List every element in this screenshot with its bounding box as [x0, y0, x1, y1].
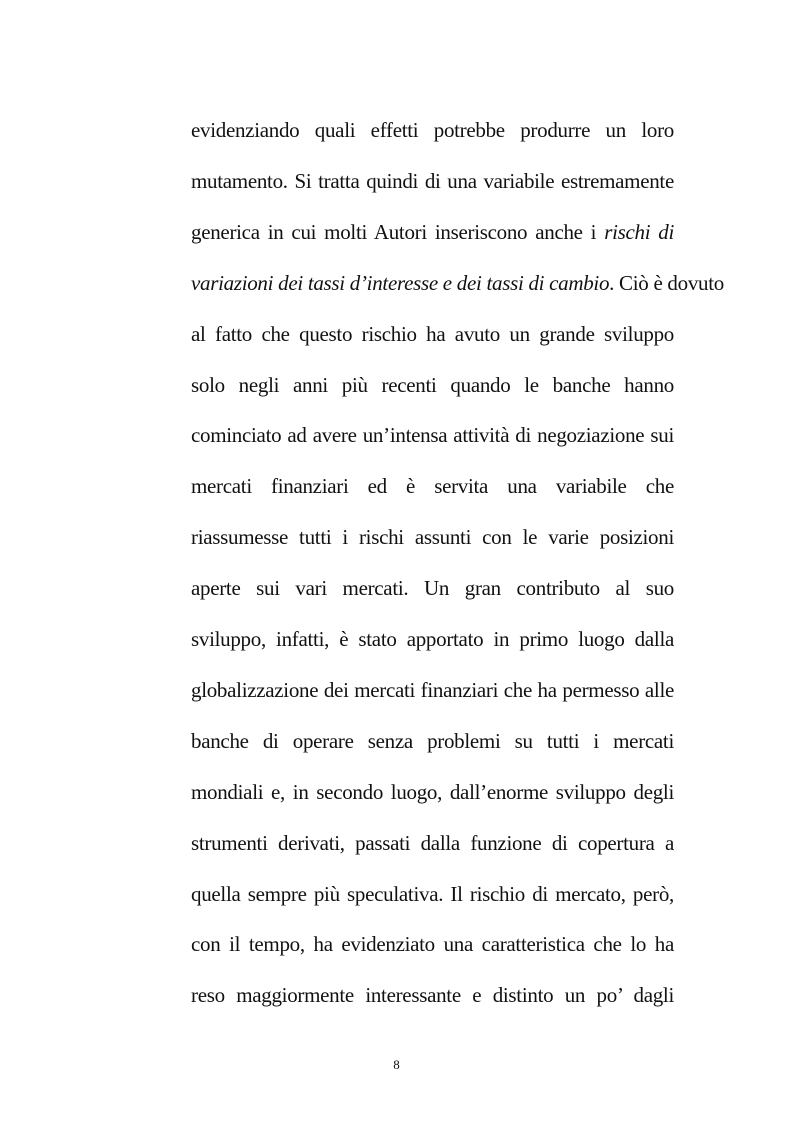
- text-run: generica in cui molti Autori inseriscono anche i: [191, 219, 605, 244]
- text-run: solo negli anni più recenti quando le banche hanno: [191, 372, 674, 397]
- text-run: sviluppo, infatti, è stato apportato in primo luogo dalla: [191, 627, 674, 651]
- text-run: riassumesse tutti i rischi assunti con le varie posizioni: [191, 525, 674, 550]
- text-line: [191, 575, 674, 601]
- text-run: globalizzazione dei mercati finanziari che ha permesso alle: [191, 677, 674, 702]
- text-run: mercati finanziari ed è servita una variabile che: [191, 474, 674, 499]
- text-line: [191, 219, 674, 245]
- text-line: [191, 117, 674, 143]
- page-number: 8: [393, 1057, 400, 1072]
- text-run: . Ciò è dovuto: [609, 270, 724, 295]
- text-run: aperte sui vari mercati. Un gran contributo al suo: [191, 576, 674, 601]
- text-line: [191, 473, 674, 499]
- text-run: cominciato ad avere un’intensa attività di negoziazione sui: [191, 423, 674, 448]
- text-run: evidenziando quali effetti potrebbe produrre un loro: [191, 118, 674, 142]
- text-run: con il tempo, ha evidenziato una caratteristica che lo ha: [191, 932, 674, 957]
- text-line: [191, 626, 674, 652]
- text-run: strumenti derivati, passati dalla funzione di copertura a: [191, 830, 674, 855]
- text-run: quella sempre più speculativa. Il rischio di mercato, però,: [191, 881, 674, 906]
- text-run: banche di operare senza problemi su tutti i mercati: [191, 728, 674, 753]
- text-line: [191, 270, 724, 296]
- italic-text-run: variazioni dei tassi d’interesse e dei tassi di cambio: [191, 270, 610, 295]
- text-line: [191, 881, 674, 907]
- text-line: [191, 677, 674, 703]
- text-line: [191, 830, 674, 856]
- text-line: [191, 779, 674, 805]
- text-line: [191, 524, 674, 550]
- text-line: [191, 728, 674, 754]
- text-line: [191, 321, 674, 347]
- text-line: [191, 422, 674, 448]
- text-run: mutamento. Si tratta quindi di una variabile estremamente: [191, 168, 674, 193]
- text-run: mondiali e, in secondo luogo, dall’enorme sviluppo degli: [191, 779, 674, 804]
- italic-text-run: rischi di: [604, 219, 674, 244]
- text-line: [191, 372, 674, 398]
- text-line: [191, 168, 674, 194]
- text-run: al fatto che questo rischio ha avuto un grande sviluppo: [191, 321, 674, 346]
- text-run: reso maggiormente interessante e distinto un po’ dagli: [191, 983, 674, 1008]
- text-line: [191, 931, 674, 957]
- text-line: [191, 982, 674, 1008]
